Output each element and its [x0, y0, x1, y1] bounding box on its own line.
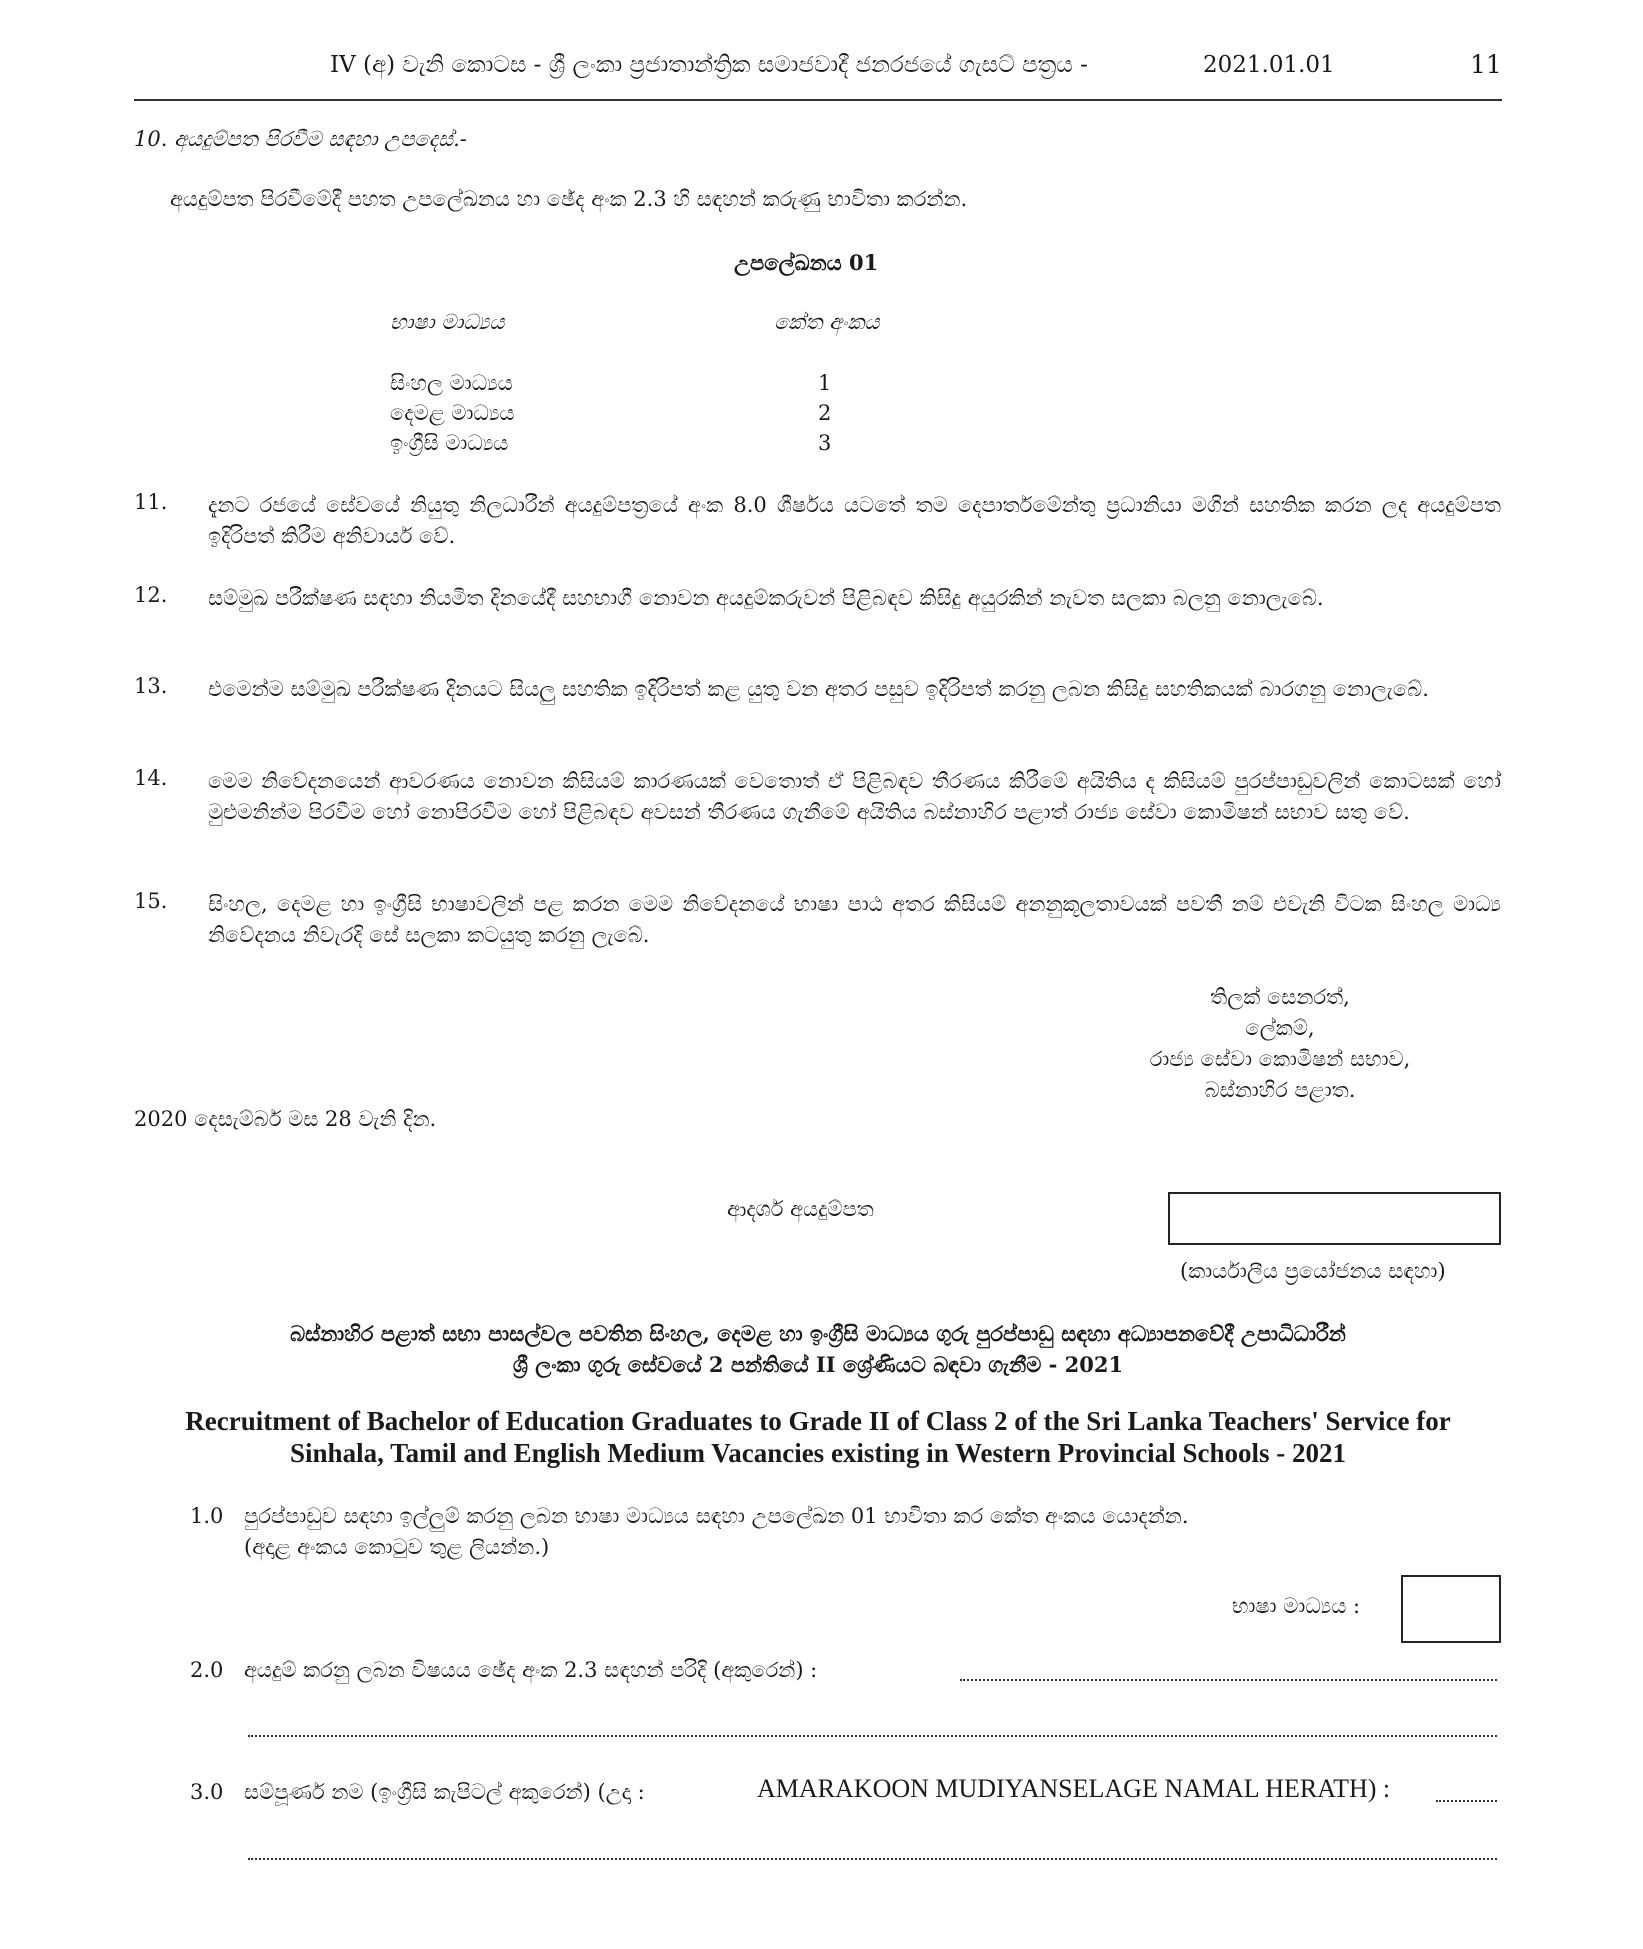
page-header-title: IV (අ) වැනි කොටස - ශ්‍රී ලංකා ප්‍රජාතාන්ත්‍රික සමාජවාදී ජනරජයේ ගැසට් පත්‍රය - [330, 52, 1088, 78]
q2-number: 2.0 [190, 1658, 224, 1682]
item-text: සම්මුඛ පරීක්ෂණ සඳහා නියමිත දිනයේදී සහභාගී නොවන අයදුම්කරුවන් පිළිබඳව කිසිදු අයුරකින් නැවත සලකා බලනු නොලැබේ. [208, 586, 1324, 610]
section-10-heading: 10. අයදුම්පත පිරවීම සඳහා උපදෙස්.- [134, 127, 467, 151]
schedule-row-medium: දෙමළ මාධ්‍යය [390, 401, 515, 425]
q1-note: (අදාළ අංකය කොටුව තුළ ලියන්න.) [244, 1535, 550, 1559]
item-number: 12. [134, 583, 168, 607]
item-number: 15. [134, 889, 168, 913]
item-text: එමෙන්ම සම්මුඛ පරීක්ෂණ දිනයට සියලු සහතික ඉදිරිපත් කළ යුතු වන අතර පසුව ඉදිරිපත් කරනු ලබන කිසිදු සහතිකයක් බාරගනු නොලැබේ. [208, 677, 1429, 701]
signature-place: බස්නාහිර පළාත. [1204, 1078, 1356, 1102]
schedule-row-medium: සිංහල මාධ්‍යය [390, 371, 513, 395]
section-10-text: අයදුම්පත පිරවීමේදී පහත උපලේඛනය හා ඡේද අංක 2.3 හි සඳහන් කරුණු භාවිතා කරන්න. [170, 187, 968, 211]
notice-date: 2020 දෙසැම්බර් මස 28 වැනි දින. [134, 1107, 437, 1131]
english-title-line2: Sinhala, Tamil and English Medium Vacancies existing in Western Provincial Schools - 2021 [290, 1438, 1346, 1468]
english-title-line1: Recruitment of Bachelor of Education Graduates to Grade II of Class 2 of the Sri Lanka Teachers' Service for [185, 1406, 1451, 1436]
item-text: මෙම නිවේදනයෙන් ආවරණය නොවන කිසියම් කාරණයක් වෙතොත් ඒ පිළිබඳව තීරණය කිරීමේ අයිතිය ද කිසියම් පුරප්පාඩුවලින් කොටසක් හෝ මුළුමනින්ම පිරවීම හෝ නොපිරවීම හෝ පිළිබඳව අවසන් තීරණය ගැනීමේ අයිතිය බස්නාහිර පළාත් රාජ්‍ය සේවා කොමිෂන් සභාව සතු වේ. [208, 769, 1501, 824]
signature-title: ලේකම්, [1245, 1016, 1315, 1040]
item-text: දැනට රජයේ සේවයේ නියුතු නිලධාරීන් අයදුම්පත්‍රයේ අංක 8.0 ශීර්ෂය යටතේ තම දෙපාර්තමේන්තු ප්‍රධානියා මගින් සහතික කරන ලද අයදුම්පත ඉදිරිපත් කිරීම අනිවාර්ය වේ. [208, 493, 1501, 548]
schedule-row-code: 3 [818, 431, 832, 455]
office-use-label: (කාර්යාලීය ප්‍රයෝජනය සඳහා) [1180, 1259, 1446, 1283]
office-use-box [1168, 1192, 1501, 1245]
full-name-input-line-2[interactable] [248, 1858, 1497, 1860]
item-text: සිංහල, දෙමළ හා ඉංග්‍රීසි භාෂාවලින් පළ කරන මෙම නිවේදනයේ භාෂා පාඨ අතර කිසියම් අනනුකූලතාවයක් පවතී නම් එවැනි විටක සිංහල මාධ්‍ය නිවේදනය නිවැරදි සේ සලකා කටයුතු කරනු ලැබේ. [208, 892, 1501, 947]
signature-org: රාජ්‍ය සේවා කොමිෂන් සභාව, [1149, 1047, 1411, 1071]
model-form-label: ආදර්ශ අයදුම්පත [727, 1197, 874, 1221]
schedule-row-medium: ඉංග්‍රීසි මාධ්‍යය [390, 431, 509, 455]
q1-text: පුරප්පාඩුව සඳහා ඉල්ලුම් කරනු ලබන භාෂා මාධ්‍යය සඳහා උපලේඛන 01 භාවිතා කර කේත අංකය යොදන්න. [244, 1504, 1189, 1528]
sinhala-title-line2: ශ්‍රී ලංකා ගුරු සේවයේ 2 පන්තියේ II ශ්‍රේණියට බඳවා ගැනීම - 2021 [512, 1352, 1124, 1377]
q2-label: අයදුම් කරනු ලබන විෂයය ඡේද අංක 2.3 සඳහන් පරිදි (අකුරෙන්) : [244, 1658, 818, 1682]
header-rule [134, 99, 1502, 101]
item-number: 11. [134, 490, 168, 514]
q1-number: 1.0 [190, 1504, 224, 1528]
page-number: 11 [1470, 50, 1502, 79]
medium-code-input[interactable] [1401, 1575, 1501, 1643]
item-number: 14. [134, 766, 168, 790]
schedule-col-medium: භාෂා මාධ්‍යය [390, 310, 505, 334]
subject-input-line-2[interactable] [248, 1735, 1497, 1737]
q3-number: 3.0 [190, 1780, 224, 1804]
schedule-title: උපලේඛනය 01 [734, 250, 879, 275]
item-number: 13. [134, 674, 168, 698]
schedule-col-code: කේත අංකය [774, 310, 880, 334]
schedule-row-code: 1 [818, 371, 832, 395]
medium-field-label: භාෂා මාධ්‍යය : [1232, 1594, 1361, 1618]
q3-example: AMARAKOON MUDIYANSELAGE NAMAL HERATH) : [757, 1774, 1391, 1803]
page-header-date: 2021.01.01 [1203, 52, 1335, 78]
schedule-row-code: 2 [818, 401, 832, 425]
q3-label: සම්පූර්ණ නම (ඉංග්‍රීසි කැපිටල් අකුරෙන්) (උදා : [244, 1780, 645, 1804]
sinhala-title-line1: බස්නාහිර පළාත් සභා පාසල්වල පවතින සිංහල, දෙමළ හා ඉංග්‍රීසි මාධ්‍යය ගුරු පුරප්පාඩු සඳහා අධ්‍යාපනවේදී උපාධිධාරීන් [290, 1321, 1346, 1346]
signature-name: තිලක් සෙනරත්, [1210, 985, 1350, 1009]
subject-input-line[interactable] [960, 1679, 1497, 1681]
full-name-input-line[interactable] [1436, 1800, 1497, 1802]
